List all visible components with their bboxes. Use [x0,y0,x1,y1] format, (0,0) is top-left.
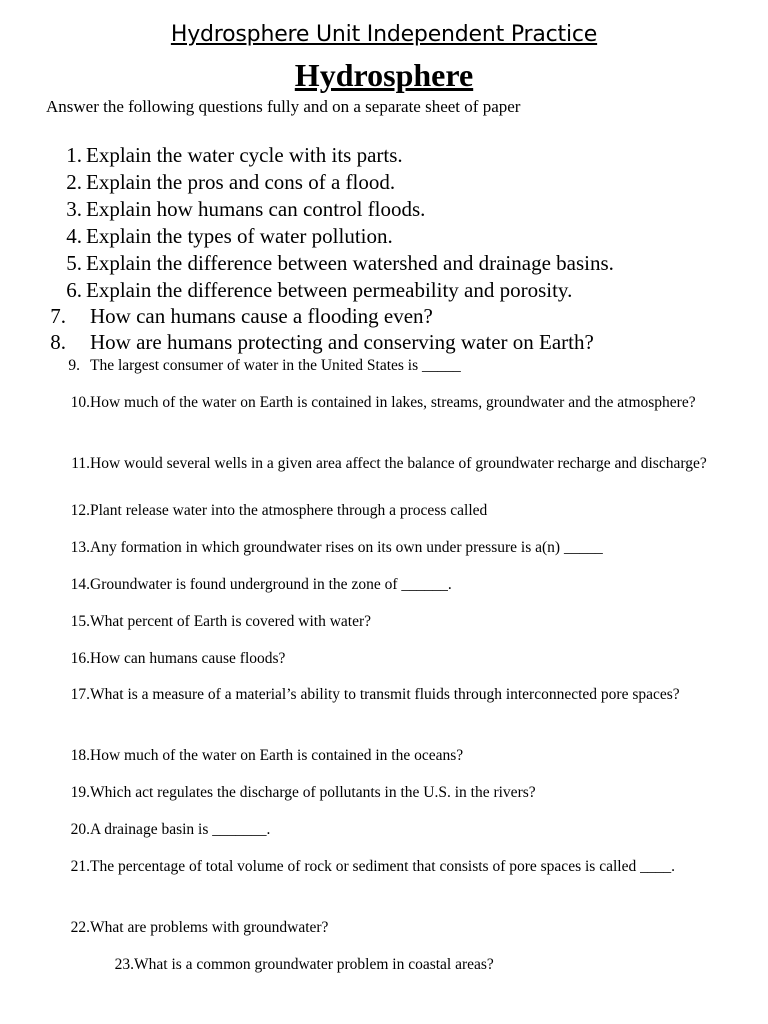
question-text: Explain the water cycle with its parts. [86,143,403,167]
question-text: How can humans cause floods? [90,650,286,667]
question-number: 17. [70,686,90,703]
question-text: What percent of Earth is covered with water? [90,613,372,630]
question-number: 19. [70,784,90,801]
question-text: What is a common groundwater problem in coastal areas? [134,956,494,973]
question-text: A drainage basin is _______. [90,821,271,838]
question-item [0,536,720,560]
question-number: 13. [70,539,90,556]
question-text: Explain the pros and cons of a flood. [86,170,396,194]
document-title: Hydrosphere Unit Independent Practice [170,22,598,47]
question-text: Which act regulates the discharge of pollutants in the U.S. in the rivers? [90,784,536,801]
question-number: 21. [70,858,90,875]
question-text: What are problems with groundwater? [90,919,329,936]
question-number: 15. [70,613,90,630]
question-number: 4. [66,224,82,248]
question-item [44,953,714,977]
question-text: Explain the difference between watershed and drainage basins. [86,251,614,275]
question-number: 9. [68,357,80,374]
question-item [0,354,720,378]
question-item [0,916,720,940]
question-number: 16. [70,650,90,667]
question-item [0,250,614,277]
question-number: 3. [66,197,82,221]
question-number: 12. [70,502,90,519]
question-text: How are humans protecting and conserving water on Earth? [90,330,594,354]
question-number: 7. [50,304,66,328]
question-item [0,277,572,304]
question-item [0,573,720,597]
question-text: The percentage of total volume of rock or sediment that consists of pore spaces is called ____. [90,858,675,875]
question-text: Groundwater is found underground in the zone of ______. [90,576,452,593]
question-item [0,610,720,634]
document-subtitle: Hydrosphere [294,57,474,93]
question-text: Any formation in which groundwater rises on its own under pressure is a(n) _____ [90,539,603,556]
question-number: 22. [70,919,90,936]
question-item [0,142,403,169]
question-number: 6. [66,278,82,302]
question-number: 23. [114,956,134,973]
question-item [0,196,425,223]
question-item [0,781,720,805]
question-item [0,683,720,707]
question-text: What is a measure of a material’s ability to transmit fluids through interconnected pore spaces? [90,686,680,703]
question-number: 1. [66,143,82,167]
question-item [0,329,594,356]
question-text: Plant release water into the atmosphere through a process called [90,502,488,519]
question-text: Explain the types of water pollution. [86,224,393,248]
question-number: 5. [66,251,82,275]
question-text: How much of the water on Earth is contained in lakes, streams, groundwater and the atmosphere? [90,394,696,411]
question-number: 11. [71,455,90,472]
question-item [0,303,433,330]
instructions-text: Answer the following questions fully and on a separate sheet of paper [46,97,521,116]
question-text: Explain the difference between permeability and porosity. [86,278,573,302]
question-text: How can humans cause a flooding even? [90,304,433,328]
question-number: 18. [70,747,90,764]
question-number: 14. [70,576,90,593]
question-item [0,223,393,250]
question-item [0,818,720,842]
question-text: How would several wells in a given area affect the balance of groundwater recharge and discharge? [90,455,707,472]
question-text: Explain how humans can control floods. [86,197,426,221]
question-item [0,647,720,671]
question-item [0,744,720,768]
question-item [0,499,720,523]
question-item [0,169,395,196]
question-text: How much of the water on Earth is contained in the oceans? [90,747,464,764]
question-item [0,391,720,415]
question-number: 2. [66,170,82,194]
question-item [0,452,720,476]
question-number: 20. [70,821,90,838]
question-number: 10. [70,394,90,411]
question-number: 8. [50,330,66,354]
question-text: The largest consumer of water in the United States is _____ [90,357,461,374]
question-item [0,855,720,879]
